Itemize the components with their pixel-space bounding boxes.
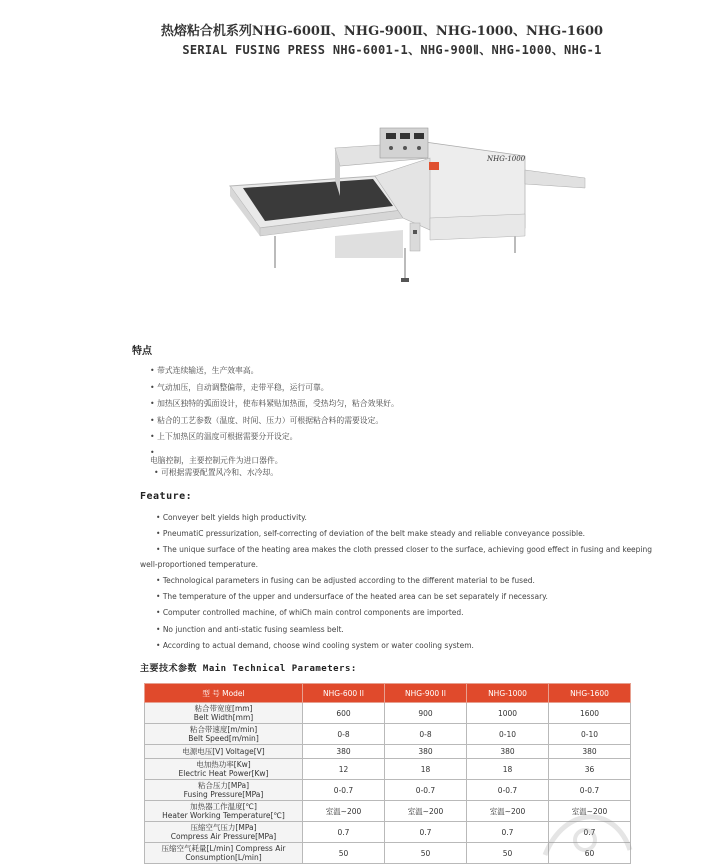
table-cell: 600 [303, 703, 385, 724]
table-cell: 1000 [467, 703, 549, 724]
specs-heading: 主要技术参数 Main Technical Parameters: [140, 664, 357, 674]
model-plate-text: NHG-1000 [487, 155, 526, 163]
row-label: 电加热功率[Kw] Electric Heat Power[Kw] [145, 759, 303, 780]
table-cell: 50 [303, 843, 385, 864]
table-cell: 50 [467, 843, 549, 864]
list-item: • 上下加热区的温度可根据需要分开设定。 [150, 432, 298, 442]
features-cn-list [150, 363, 399, 446]
row-label: 加热器工作温度[℃] Heater Working Temperature[℃] [145, 801, 303, 822]
watermark-logo-icon [530, 800, 640, 863]
column-header: NHG-900 II [385, 684, 467, 703]
table-cell: 室温~200 [467, 801, 549, 822]
list-item: • 粘合的工艺参数（温度、时间、压力）可根据粘合料的需要设定。 [150, 415, 384, 425]
table-cell: 0-0.7 [549, 780, 631, 801]
list-item: • 可根据需要配置风冷和、水冷却。 [154, 468, 279, 477]
table-cell: 36 [549, 759, 631, 780]
features-cn-heading: 特点 [132, 346, 152, 357]
row-label: 粘合压力[MPa] Fusing Pressure[MPa] [145, 780, 303, 801]
table-row [145, 703, 631, 724]
table-cell: 0-0.7 [303, 780, 385, 801]
row-label: 粘合带宽度[mm] Belt Width[mm] [145, 703, 303, 724]
table-cell: 0-10 [467, 724, 549, 745]
list-item: • 气动加压，自动调整偏带，走带平稳，运行可靠。 [150, 382, 329, 392]
features-cn-cut-item: • 电脑控制，主要控制元件为进口器件。 [150, 448, 283, 465]
table-cell: 380 [549, 745, 631, 759]
table-cell: 380 [385, 745, 467, 759]
features-en-heading: Feature: [140, 491, 193, 502]
table-cell: 50 [385, 843, 467, 864]
list-item: • The unique surface of the heating area makes the cloth pressed closer to the surface, achieving good effect in fusing and keeping [156, 545, 653, 555]
table-row [145, 759, 631, 780]
features-cn-last [154, 465, 278, 482]
list-item: • Computer controlled machine, of whiCh main control components are imported. [156, 608, 464, 618]
table-cell: 0-0.7 [385, 780, 467, 801]
table-cell: 0.7 [549, 822, 631, 843]
table-cell: 0-10 [549, 724, 631, 745]
table-row [145, 724, 631, 745]
features-en-list [156, 510, 652, 559]
list-item: • Technological parameters in fusing can be adjusted according to the different material to be fused. [156, 576, 535, 585]
table-row [145, 745, 631, 759]
fusing-press-machine-image [225, 118, 625, 293]
list-item: • Conveyer belt yields high productivity. [156, 513, 307, 522]
table-cell: 12 [303, 759, 385, 780]
list-item: • 带式连续输送，生产效率高。 [150, 366, 259, 375]
table-cell: 室温~200 [385, 801, 467, 822]
list-item: • 加热区独特的弧面设计，使布料紧贴加热面，受热均匀，粘合效果好。 [150, 399, 399, 409]
table-cell: 900 [385, 703, 467, 724]
table-cell: 0-8 [385, 724, 467, 745]
table-cell: 380 [303, 745, 385, 759]
table-cell: 60 [549, 843, 631, 864]
table-cell: 1600 [549, 703, 631, 724]
features-en-list-2 [156, 573, 548, 654]
spec-header-row [145, 684, 631, 703]
table-cell: 0.7 [303, 822, 385, 843]
column-header: NHG-1000 [467, 684, 549, 703]
list-item: • According to actual demand, choose wind cooling system or water cooling system. [156, 640, 474, 650]
list-item: • The temperature of the upper and undersurface of the heated area can be set separately if necessary. [156, 592, 548, 602]
features-en-continuation: well-proportioned temperature. [140, 560, 258, 569]
row-label: 压缩空气压力[MPa] Compress Air Pressure[MPa] [145, 822, 303, 843]
table-cell: 0-8 [303, 724, 385, 745]
table-cell: 0-0.7 [467, 780, 549, 801]
list-item: • No junction and anti-static fusing seamless belt. [156, 624, 344, 634]
column-header: NHG-600 II [303, 684, 385, 703]
column-header: 型 号 Model [145, 684, 303, 703]
table-cell: 380 [467, 745, 549, 759]
table-cell: 室温~200 [303, 801, 385, 822]
row-label: 粘合带速度[m/min] Belt Speed[m/min] [145, 724, 303, 745]
page-title-cn: 热熔粘合机系列NHG-600Ⅱ、NHG-900Ⅱ、NHG-1000、NHG-1600 [160, 24, 604, 39]
table-cell: 0.7 [467, 822, 549, 843]
row-label: 电源电压[V] Voltage[V] [145, 745, 303, 759]
column-header: NHG-1600 [549, 684, 631, 703]
table-cell: 0.7 [385, 822, 467, 843]
row-label: 压缩空气耗量[L/min] Compress Air Consumption[L/min] [145, 843, 303, 864]
table-row [145, 780, 631, 801]
list-item: • PneumatiC pressurization, self-correcting of deviation of the belt make steady and reliable conveyance possible. [156, 529, 586, 539]
table-cell: 18 [467, 759, 549, 780]
table-cell: 18 [385, 759, 467, 780]
page-title-en: SERIAL FUSING PRESS NHG-6001-1、NHG-900Ⅱ、NHG-1000、NHG-1 [182, 43, 602, 57]
table-cell: 室温~200 [549, 801, 631, 822]
